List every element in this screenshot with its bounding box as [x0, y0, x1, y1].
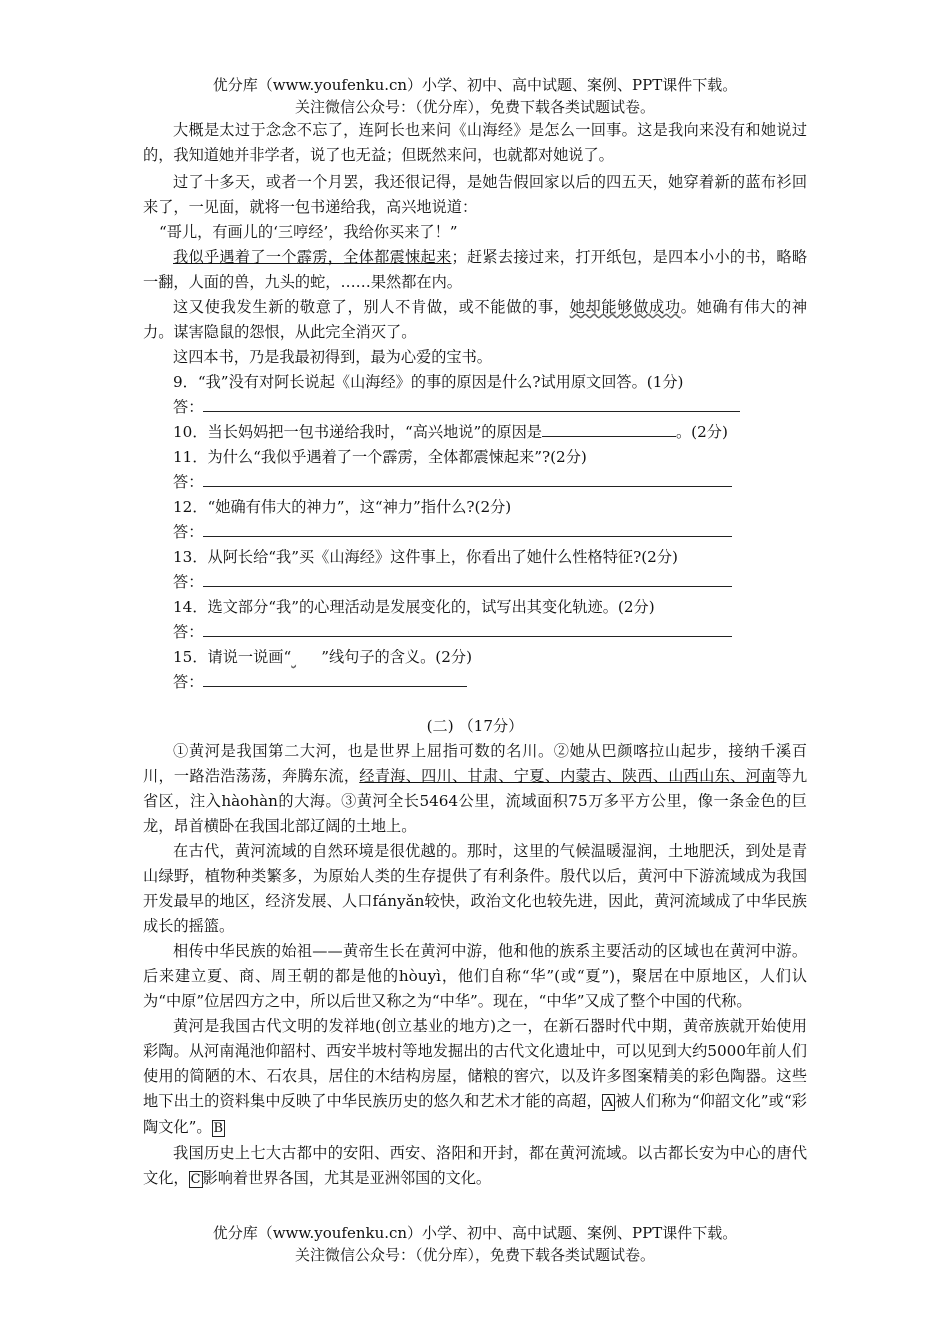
question-10	[143, 420, 807, 445]
answer-10-blank[interactable]	[542, 420, 676, 437]
question-15	[143, 645, 807, 670]
question-9: 9．“我”没有对阿长说起《山海经》的事的原因是什么?试用原文回答。(1分)	[173, 373, 684, 391]
answer-15	[143, 670, 807, 695]
question-10-text: 10．当长妈妈把一包书递给我时，“高兴地说”的原因是	[173, 423, 542, 441]
section2-paragraph-5	[143, 1141, 807, 1192]
passage1-paragraph-5-b: 。她确有伟大的神力。谋害隐鼠的怨恨，从此完全消灭了。	[143, 298, 808, 341]
answer-13-blank[interactable]	[203, 570, 732, 587]
passage1-paragraph-5-a: 这又使我发生新的敬意了，别人不肯做，或不能做的事，	[173, 298, 570, 316]
question-12: 12．“她确有伟大的神力”，这“神力”指什么?(2分)	[173, 498, 512, 516]
answer-9	[143, 395, 807, 420]
answer-14	[143, 620, 807, 645]
answer-label: 答：	[173, 398, 204, 416]
answer-12	[143, 520, 807, 545]
question-11: 11．为什么“我似乎遇着了一个霹雳，全体都震悚起来”?(2分)	[173, 448, 587, 466]
wavy-underlined-phrase: 她却能够做成功	[569, 298, 681, 316]
underlined-sentence: 我似乎遇着了一个霹雳，全体都震悚起来	[173, 248, 452, 266]
section2-paragraph-1	[143, 739, 807, 839]
answer-13	[143, 570, 807, 595]
question-15-score: ”线句子的含义。(2分)	[321, 648, 472, 666]
header-line-1: 优分库（www.youfenku.cn）小学、初中、高中试题、案例、PPT课件下载。	[212, 76, 738, 94]
answer-15-blank[interactable]	[203, 670, 467, 687]
answer-11-blank[interactable]	[203, 470, 732, 487]
passage1-paragraph-1: 大概是太过于念念不忘了，连阿长也来问《山海经》是怎么一回事。这是我向来没有和她说过的，我知道她并非学者，说了也无益；但既然来问，也就都对她说了。	[143, 121, 807, 164]
passage1-paragraph-4-rest: ；赶紧去接过来，打开纸包，是四本小小的书，略略一翻，人面的兽，九头的蛇，……果然都在内。	[143, 248, 808, 291]
answer-label: 答：	[173, 573, 204, 591]
section2-paragraph-4	[143, 1014, 807, 1141]
question-14: 14．选文部分“我”的心理活动是发展变化的，试写出其变化轨迹。(2分)	[173, 598, 655, 616]
answer-11	[143, 470, 807, 495]
section2-paragraph-2: 在古代，黄河流域的自然环境是很优越的。那时，这里的气候温暖湿润，土地肥沃，到处是青山绿野，植物种类繁多，为原始人类的生存提供了有利条件。殷代以后，黄河中下游流域成为我国开发最早的地区，经济发展、人口fányǎn较快，政治文化也较先进，因此，黄河流域成了中华民族成长的摇篮。	[143, 842, 807, 935]
answer-12-blank[interactable]	[203, 520, 732, 537]
passage1-paragraph-3: “哥儿，有画儿的‘三哼经’，我给你买来了！”	[159, 223, 458, 241]
footer-line-1: 优分库（www.youfenku.cn）小学、初中、高中试题、案例、PPT课件下载。	[212, 1224, 738, 1242]
passage1-paragraph-2: 过了十多天，或者一个月罢，我还很记得，是她告假回家以后的四五天，她穿着新的蓝布衫回来了，一见面，就将一包书递给我，高兴地说道：	[143, 173, 807, 216]
footer-line-2: 关注微信公众号：（优分库），免费下载各类试题试卷。	[294, 1246, 655, 1264]
section2-paragraph-5-b: 影响着世界各国，尤其是亚洲邻国的文化。	[202, 1169, 492, 1187]
section-2-title: (二) （17分）	[426, 717, 524, 735]
section2-paragraph-5-a: 我国历史上七大古都中的安阳、西安、洛阳和开封，都在黄河流域。以古都长安为中心的唐代文化，	[143, 1144, 807, 1187]
section2-paragraph-1-a: ①黄河是我国第二大河，也是世界上屈指可数的名川。②她从巴颜喀拉山起步，接纳千溪百川，一路浩浩荡荡，奔腾东流，	[143, 742, 807, 785]
marker-b: B	[213, 1121, 224, 1136]
question-10-score: 。(2分)	[675, 423, 728, 441]
answer-9-blank[interactable]	[203, 395, 740, 412]
header-line-2: 关注微信公众号：（优分库），免费下载各类试题试卷。	[294, 98, 655, 116]
document-body	[143, 118, 807, 1192]
answer-label: 答：	[173, 473, 204, 491]
section2-paragraph-4-b: 被人们称为“仰韶文化”或“彩陶文化”。	[143, 1092, 807, 1136]
answer-label: 答：	[173, 673, 204, 691]
section2-paragraph-3: 相传中华民族的始祖——黄帝生长在黄河中游，他和他的族系主要活动的区域也在黄河中游。后来建立夏、商、周王朝的都是他的hòuyì，他们自称“华”(或“夏”)，聚居在中原地区，人们认为“中原”位居四方之中，所以后世又称之为“中华”。现在，“中华”又成了整个中国的代称。	[143, 942, 807, 1010]
section2-paragraph-4-a: 黄河是我国古代文明的发祥地(创立基业的地方)之一，在新石器时代中期，黄帝族就开始使用彩陶。从河南渑池仰韶村、西安半坡村等地发掘出的古代文化遗址中，可以见到大约5000年前人们使用的简陋的木、石农具，居住的木结构房屋，储粮的窖穴，以及许多图案精美的彩色陶器。这些地下出土的资料集中反映了中华民族历史的悠久和艺术才能的高超，	[143, 1017, 807, 1110]
wavy-line-sample	[291, 645, 321, 670]
answer-label: 答：	[173, 523, 204, 541]
passage1-paragraph-6: 这四本书，乃是我最初得到，最为心爱的宝书。	[173, 348, 492, 366]
answer-label: 答：	[173, 623, 204, 641]
section2-paragraph-1-b: 等九省区，注入hàohàn的大海。③黄河全长5464公里，流域面积75万多平方公里，像一条金色的巨龙，昂首横卧在我国北部辽阔的土地上。	[143, 767, 808, 835]
underlined-provinces: 经青海、四川、甘肃、宁夏、内蒙古、陕西、山西山东、河南	[359, 767, 777, 785]
answer-14-blank[interactable]	[203, 620, 732, 637]
question-13: 13．从阿长给“我”买《山海经》这件事上，你看出了她什么性格特征?(2分)	[173, 548, 678, 566]
passage1-paragraph-5	[143, 295, 807, 345]
marker-a: A	[603, 1095, 614, 1110]
question-15-text: 15．请说一说画“	[173, 648, 292, 666]
passage1-paragraph-4	[143, 245, 807, 295]
marker-c: C	[190, 1172, 201, 1187]
